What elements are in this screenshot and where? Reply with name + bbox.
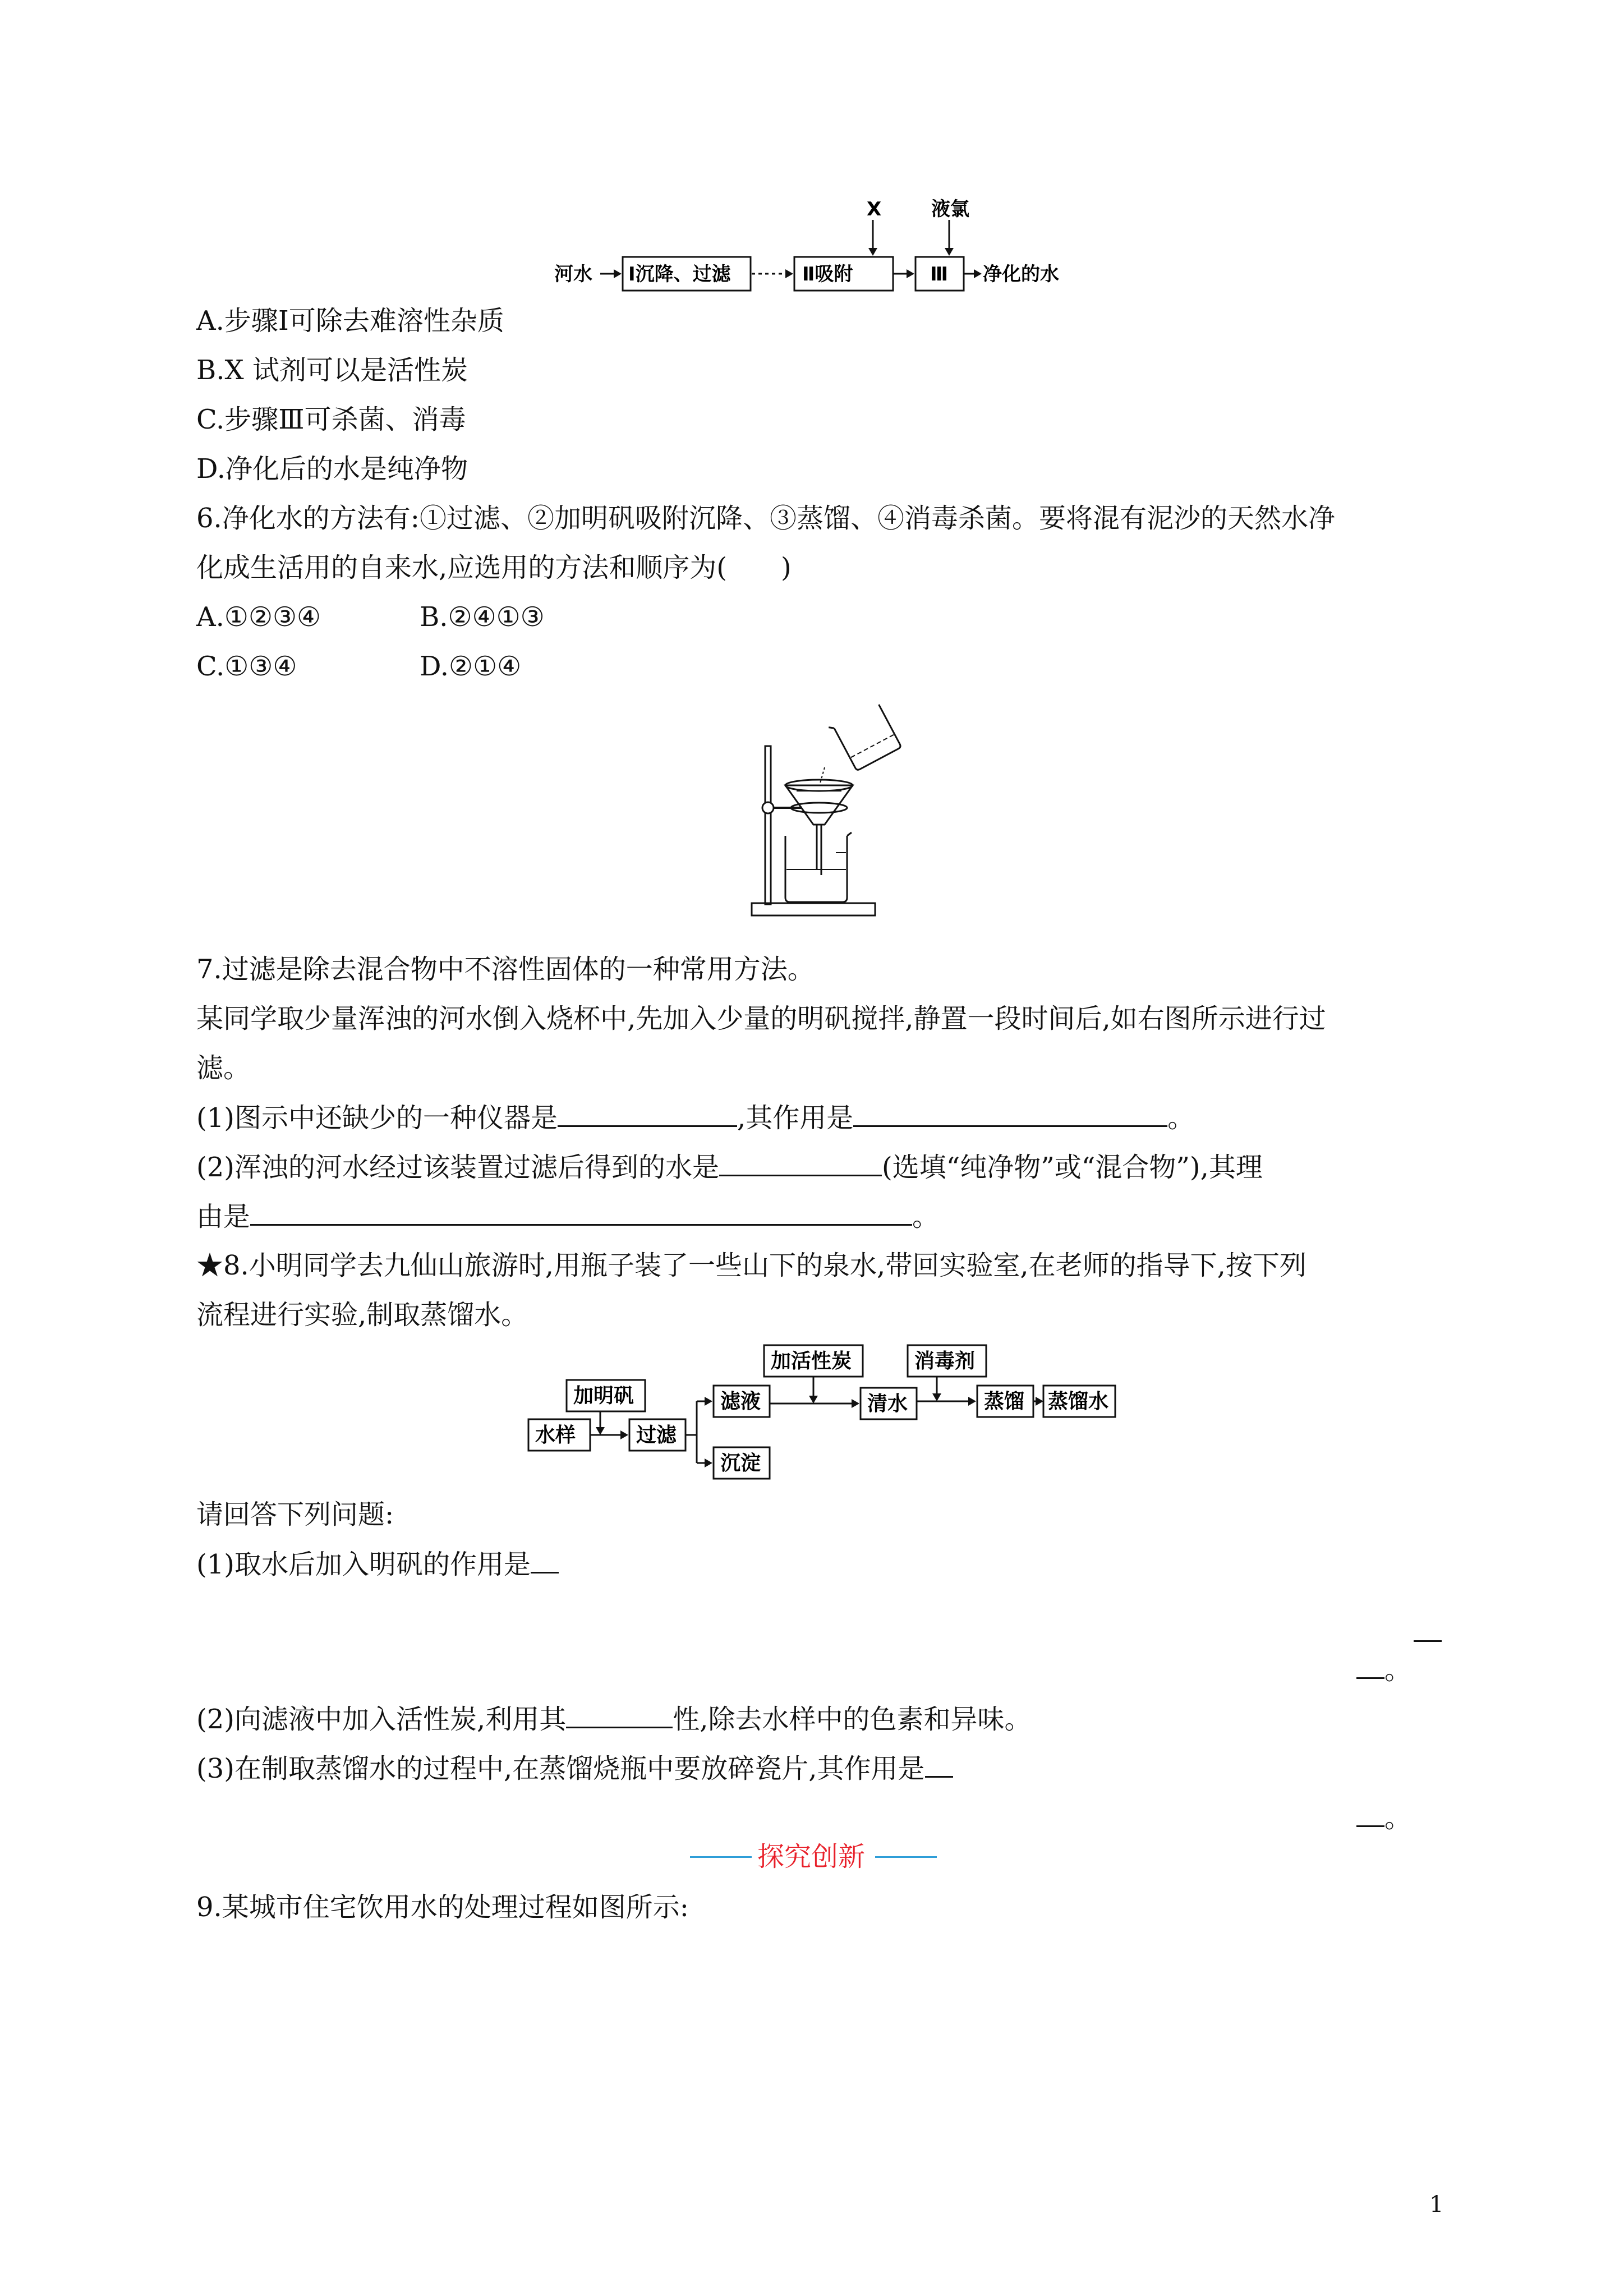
q8-part1-blank-start[interactable] — [531, 1547, 559, 1573]
page-number: 1 — [1429, 2192, 1444, 2217]
distilled-water-label: 蒸馏水 — [1048, 1390, 1109, 1413]
q8-part1-blank-end[interactable] — [1356, 1653, 1384, 1679]
sample-label: 水样 — [535, 1424, 576, 1447]
q9-stem: 9.某城市住宅饮用水的处理过程如图所示: — [196, 1892, 689, 1923]
q8-part1-blank-mid[interactable] — [1414, 1616, 1442, 1642]
q7-part1-blank-function[interactable] — [853, 1101, 1167, 1127]
step3-label: Ⅲ — [930, 263, 949, 286]
carbon-label: 加活性炭 — [771, 1350, 852, 1373]
q7-part1-text2: ,其作用是 — [737, 1102, 854, 1134]
q7-part1-end: 。 — [1167, 1102, 1195, 1134]
q8-part1 — [196, 1547, 559, 1581]
q7-part1-blank-instrument[interactable] — [558, 1101, 737, 1127]
q7-part2-blank-type[interactable] — [719, 1150, 882, 1176]
q7-part2-text2: (选填“纯净物”或“混合物”),其理 — [882, 1152, 1263, 1183]
step1-label: Ⅰ沉降、过滤 — [628, 263, 731, 286]
step2-label: Ⅱ吸附 — [802, 263, 853, 286]
section-rule-left — [690, 1856, 752, 1858]
section-rule-right — [875, 1856, 937, 1858]
q6-option-b: B.②④①③ — [420, 601, 545, 633]
purification-flow-diagram — [550, 196, 1088, 297]
q7-part2-reason — [196, 1199, 939, 1234]
q8-part3 — [196, 1751, 953, 1786]
q7-stem-line3: 滤。 — [196, 1052, 251, 1084]
q7-part2-end: 。 — [912, 1201, 940, 1232]
q8-part3-text: (3)在制取蒸馏水的过程中,在蒸馏烧瓶中要放碎瓷片,其作用是 — [196, 1753, 925, 1784]
q8-part2 — [196, 1702, 1032, 1736]
q7-part2 — [196, 1150, 1263, 1184]
distill-label: 蒸馏 — [984, 1390, 1025, 1413]
q8-part2-text2: 性,除去水样中的色素和异味。 — [673, 1704, 1032, 1735]
q8-part3-blank-start[interactable] — [925, 1751, 953, 1778]
label-chlorine: 液氯 — [931, 198, 969, 220]
q6-option-c: C.①③④ — [196, 651, 297, 682]
q5-option-b: B.X 试剂可以是活性炭 — [196, 355, 468, 386]
river-water-label: 河水 — [554, 263, 592, 286]
q8-part2-text: (2)向滤液中加入活性炭,利用其 — [196, 1704, 567, 1735]
q5-option-c: C.步骤Ⅲ可杀菌、消毒 — [196, 404, 466, 435]
q8-part1-endline — [1356, 1653, 1411, 1687]
q7-part1 — [196, 1101, 1194, 1135]
distillation-flowchart — [522, 1341, 1116, 1492]
section-heading: 探究创新 — [757, 1841, 866, 1872]
q8-part2-blank[interactable] — [566, 1702, 673, 1728]
q7-stem-line2: 某同学取少量浑浊的河水倒入烧杯中,先加入少量的明矾搅拌,静置一段时间后,如右图所示进行过 — [196, 1003, 1326, 1034]
q8-part1-text: (1)取水后加入明矾的作用是 — [196, 1549, 531, 1580]
q7-stem-line1: 7.过滤是除去混合物中不溶性固体的一种常用方法。 — [196, 954, 815, 985]
q7-part2-text: (2)浑浊的河水经过该装置过滤后得到的水是 — [196, 1152, 719, 1183]
q6-stem-line2: 化成生活用的自来水,应选用的方法和顺序为( ) — [196, 552, 792, 583]
q7-part2-text3: 由是 — [196, 1201, 251, 1232]
q8-part1-end: 。 — [1384, 1654, 1412, 1686]
filter-label: 过滤 — [636, 1424, 677, 1447]
q6-stem-line1: 6.净化水的方法有:①过滤、②加明矾吸附沉降、③蒸馏、④消毒杀菌。要将混有泥沙的天然水净 — [196, 503, 1335, 534]
label-x: X — [867, 198, 882, 220]
q7-part1-text: (1)图示中还缺少的一种仪器是 — [196, 1102, 558, 1134]
q5-option-a: A.步骤Ⅰ可除去难溶性杂质 — [196, 305, 504, 337]
filtration-apparatus-figure — [740, 701, 903, 926]
clear-water-label: 清水 — [867, 1392, 908, 1415]
q8-part3-endline — [1356, 1801, 1411, 1835]
q8-stem-line2: 流程进行实验,制取蒸馏水。 — [196, 1299, 528, 1331]
q8-part3-end: 。 — [1384, 1802, 1412, 1834]
q8-part3-blank-end[interactable] — [1356, 1801, 1384, 1827]
sediment-label: 沉淀 — [720, 1452, 761, 1475]
q8-prompt: 请回答下列问题: — [196, 1499, 394, 1530]
filtrate-label: 滤液 — [720, 1390, 761, 1413]
alum-label: 加明矾 — [573, 1384, 634, 1407]
q6-option-d: D.②①④ — [420, 651, 522, 682]
disinfectant-label: 消毒剂 — [914, 1350, 976, 1373]
q7-part2-blank-reason[interactable] — [250, 1199, 912, 1226]
q5-option-d: D.净化后的水是纯净物 — [196, 453, 468, 485]
q6-option-a: A.①②③④ — [196, 601, 321, 633]
q8-stem-line1: ★8.小明同学去九仙山旅游时,用瓶子装了一些山下的泉水,带回实验室,在老师的指导下,按下列 — [196, 1250, 1306, 1281]
purified-water-label: 净化的水 — [983, 263, 1059, 286]
